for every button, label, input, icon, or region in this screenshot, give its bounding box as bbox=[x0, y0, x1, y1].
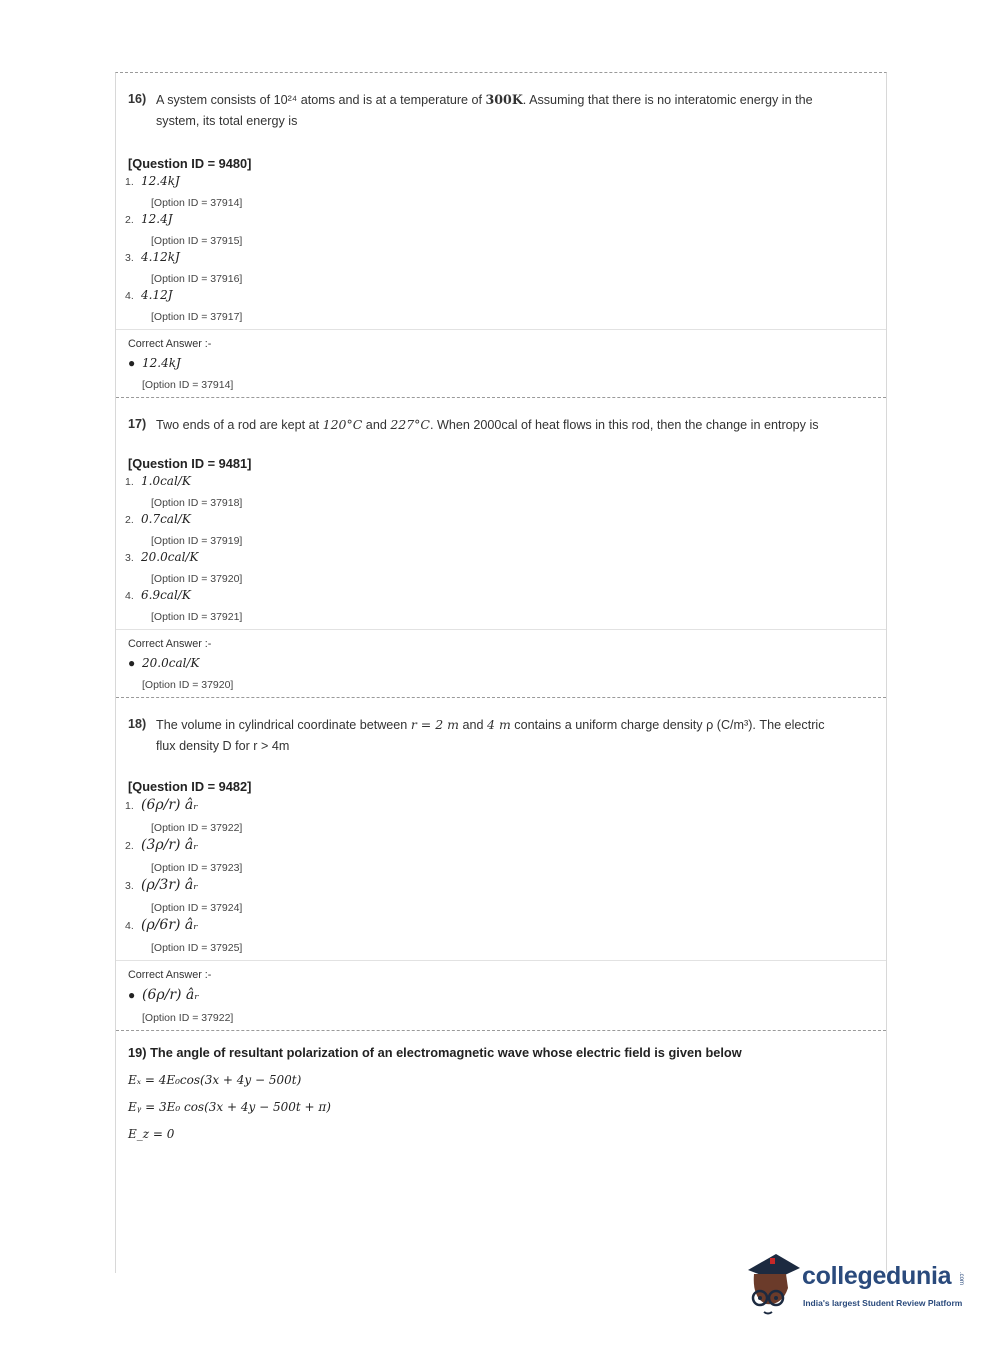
mascot-icon bbox=[742, 1248, 804, 1318]
question-text: Two ends of a rod are kept at 120°C and 227°C. When 2000cal of heat flows in this rod, then the change in entropy is bbox=[156, 417, 819, 432]
question-number: 17) bbox=[128, 417, 147, 431]
option-2: 2. 0.7cal/K bbox=[125, 512, 191, 526]
equation-ey: Eᵧ = 3E₀ cos(3x + 4y − 500t + π) bbox=[128, 1100, 331, 1114]
equation-ez: E_z = 0 bbox=[128, 1127, 175, 1141]
question-id: [Question ID = 9482] bbox=[128, 779, 252, 794]
question-paper bbox=[115, 72, 887, 1273]
question-block-19 bbox=[116, 1031, 886, 1141]
option-id: [Option ID = 37923] bbox=[151, 862, 243, 874]
bullet-icon: ● bbox=[128, 656, 136, 670]
option-id: [Option ID = 37914] bbox=[151, 197, 243, 209]
logo-suffix: .com bbox=[958, 1272, 964, 1286]
collegedunia-logo bbox=[742, 1248, 972, 1320]
option-id: [Option ID = 37925] bbox=[151, 942, 243, 954]
option-3: 3. 4.12kJ bbox=[125, 250, 180, 264]
option-id: [Option ID = 37924] bbox=[151, 902, 243, 914]
equation-ex: Eₓ = 4E₀cos(3x + 4y − 500t) bbox=[128, 1073, 302, 1087]
option-1: 1. (6ρ/r) âᵣ bbox=[125, 797, 199, 813]
question-number: 16) bbox=[128, 92, 147, 106]
option-id: [Option ID = 37915] bbox=[151, 235, 243, 247]
option-4: 4. 6.9cal/K bbox=[125, 588, 191, 602]
option-id: [Option ID = 37918] bbox=[151, 497, 243, 509]
question-block-16 bbox=[116, 73, 886, 398]
option-id: [Option ID = 37917] bbox=[151, 311, 243, 323]
question-text: 19) The angle of resultant polarization of an electromagnetic wave whose electric field is given below bbox=[128, 1045, 742, 1060]
logo-wordmark: collegedunia bbox=[802, 1262, 952, 1290]
options-list bbox=[125, 474, 886, 623]
options-list bbox=[125, 174, 886, 323]
correct-answer: Correct Answer :- ● 20.0cal/K [Option ID = 37920] bbox=[116, 629, 886, 691]
option-2: 2. 12.4J bbox=[125, 212, 173, 226]
option-3: 3. 20.0cal/K bbox=[125, 550, 199, 564]
option-1: 1. 1.0cal/K bbox=[125, 474, 191, 488]
question-number: 19) bbox=[128, 1045, 147, 1060]
options-list bbox=[125, 797, 886, 954]
option-4: 4. 4.12J bbox=[125, 288, 173, 302]
option-4: 4. (ρ/6r) âᵣ bbox=[125, 917, 199, 933]
option-1: 1. 12.4kJ bbox=[125, 174, 180, 188]
option-id: [Option ID = 37920] bbox=[151, 573, 243, 585]
question-text: A system consists of 10²⁴ atoms and is at a temperature of 300K. Assuming that there is no interatomic energy in the system, its total energy is bbox=[156, 92, 813, 128]
correct-answer: Correct Answer :- ● 12.4kJ [Option ID = 37914] bbox=[116, 329, 886, 391]
question-id: [Question ID = 9480] bbox=[128, 156, 252, 171]
correct-answer: Correct Answer :- ● (6ρ/r) âᵣ [Option ID = 37922] bbox=[116, 960, 886, 1024]
option-id: [Option ID = 37916] bbox=[151, 273, 243, 285]
question-block-18 bbox=[116, 698, 886, 1031]
option-2: 2. (3ρ/r) âᵣ bbox=[125, 837, 199, 853]
option-id: [Option ID = 37921] bbox=[151, 611, 243, 623]
option-id: [Option ID = 37922] bbox=[151, 822, 243, 834]
question-id: [Question ID = 9481] bbox=[128, 456, 252, 471]
logo-tagline: India's largest Student Review Platform bbox=[803, 1298, 963, 1308]
option-id: [Option ID = 37919] bbox=[151, 535, 243, 547]
bullet-icon: ● bbox=[128, 988, 136, 1002]
option-3: 3. (ρ/3r) âᵣ bbox=[125, 877, 199, 893]
question-number: 18) bbox=[128, 717, 147, 731]
question-text: The volume in cylindrical coordinate between r = 2 m and 4 m contains a uniform charge density ρ (C/m³). The electric flux density D for r > 4m bbox=[156, 717, 825, 753]
bullet-icon: ● bbox=[128, 356, 136, 370]
question-block-17 bbox=[116, 398, 886, 698]
